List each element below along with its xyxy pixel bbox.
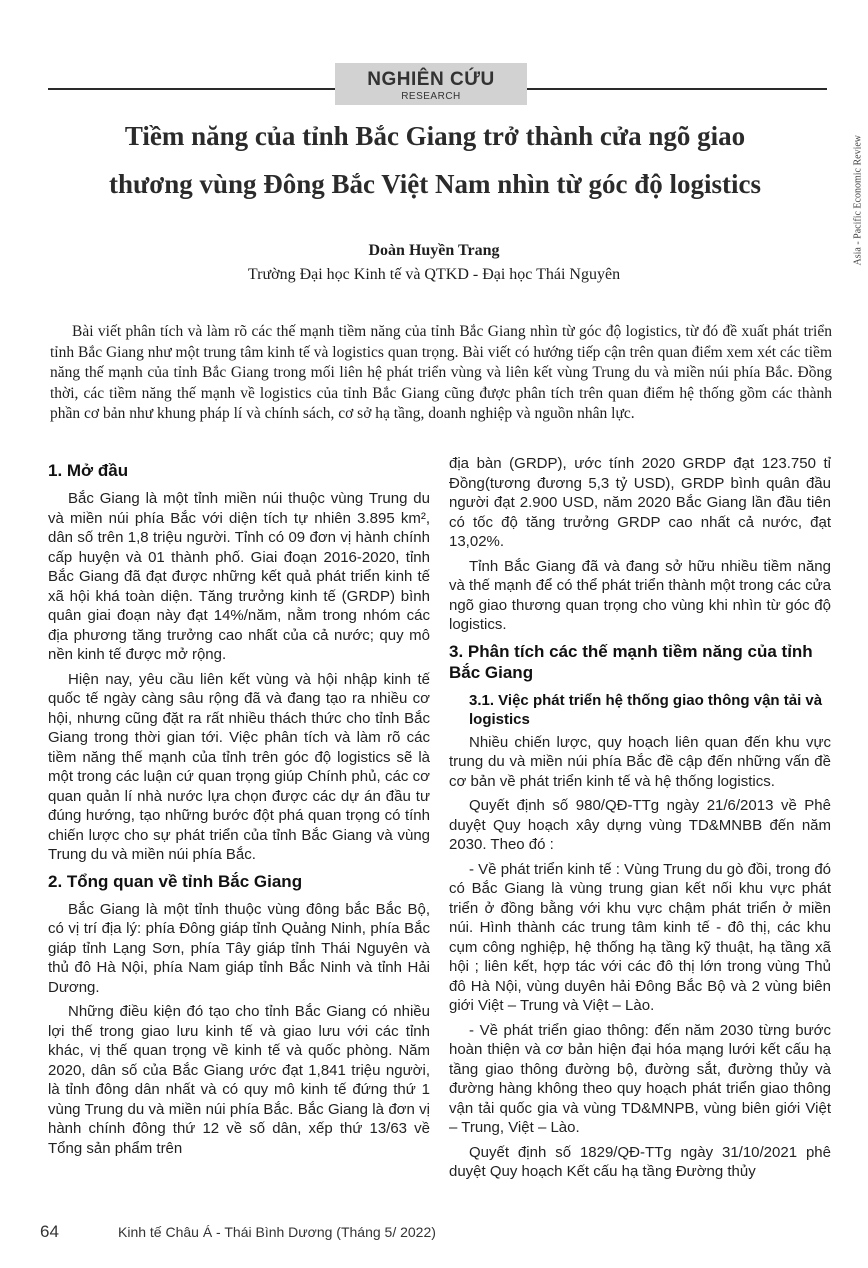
- paragraph: Quyết định số 1829/QĐ-TTg ngày 31/10/2021 phê duyệt Quy hoạch Kết cấu hạ tầng Đường thủy: [449, 1143, 831, 1180]
- title-line-1: Tiềm năng của tỉnh Bắc Giang trở thành cửa ngõ giao: [124, 121, 746, 151]
- paragraph: - Về phát triển giao thông: đến năm 2030 từng bước hoàn thiện và cơ bản hiện đại hóa mạng lưới kết cấu hạ tầng giao thông đường bộ, đường sắt, đường thủy và đường hàng không theo quy hoạch phát triển giao thông vận tải quốc gia và vùng TD&MNPB, vùng biên giới Việt – Trung, Việt – Lào.: [449, 1021, 831, 1136]
- paragraph: Tỉnh Bắc Giang đã và đang sở hữu nhiều tiềm năng và thế mạnh để có thể phát triển thành một trong các cửa ngõ giao thương quan trọng cho vùng khi nhìn từ góc độ logistics.: [449, 557, 831, 633]
- page-number: 64: [40, 1222, 59, 1241]
- journal-side-text: Asia - Pacific Economic Review: [852, 134, 864, 266]
- header-rule-left: [48, 88, 335, 90]
- paragraph: Những điều kiện đó tạo cho tỉnh Bắc Giang có nhiều lợi thế trong giao lưu kinh tế và giao lưu với các tỉnh khác, vị thế quan trọng về kinh tế và quốc phòng. Năm 2020, dân số của Bắc Giang ước đạt 1,841 triệu người, là tỉnh đông dân nhất và có quy mô kinh tế đứng thứ 1 vùng Trung du và miền núi phía Bắc. Bắc Giang là đơn vị hành chính đông thứ 12 về số dân, xếp thứ 13/63 về Tổng sản phẩm trên: [48, 1003, 430, 1157]
- header-rule-right: [527, 88, 827, 90]
- paragraph: Bắc Giang là một tỉnh thuộc vùng đông bắc Bắc Bộ, có vị trí địa lý: phía Đông giáp tỉnh Quảng Ninh, phía Bắc giáp tỉnh Lạng Sơn, phía Tây giáp tỉnh Thái Nguyên và thủ đô Hà Nội, phía Nam giáp tỉnh Bắc Ninh và tỉnh Hải Dương.: [48, 900, 430, 996]
- section-heading-3: 3. Phân tích các thế mạnh tiềm năng của tỉnh Bắc Giang: [449, 641, 813, 682]
- right-column: [449, 454, 831, 1187]
- section-label-en: RESEARCH: [401, 91, 461, 102]
- article-title: [40, 112, 830, 208]
- journal-name: Kinh tế Châu Á - Thái Bình Dương (Tháng 5/ 2022): [118, 1224, 436, 1240]
- section-label: NGHIÊN CỨU: [367, 69, 495, 90]
- paragraph: Bắc Giang là một tỉnh miền núi thuộc vùng Trung du và miền núi phía Bắc với diện tích tự nhiên 3.895 km², dân số trên 1,8 triệu người. Tỉnh có 09 đơn vị hành chính cấp huyện và 01 thành phố. Giai đoạn 2016-2020, tỉnh Bắc Giang đã đạt được những kết quả phát triển kinh tế xã hội khá toàn diện. Tăng trưởng kinh tế (GRDP) bình quân giai đoạn này đạt 14%/năm, nằm trong nhóm các địa phương tăng trưởng cao nhất của cả nước; quy mô nền kinh tế được mở rộng.: [48, 490, 430, 663]
- paragraph: Hiện nay, yêu cầu liên kết vùng và hội nhập kinh tế quốc tế ngày càng sâu rộng đã và đang tạo ra nhiều cơ hội, nhưng cũng đặt ra rất nhiều thách thức cho tỉnh Bắc Giang trong thời gian tới. Việc phân tích và làm rõ các tiềm năng thế mạnh của tỉnh trên góc độ logistics sẽ là một trong các luận cứ quan trọng giúp Chính phủ, các cơ quan quản lí nhà nước lựa chọn được các dự án đầu tư đúng hướng, tạo những bước đột phá quan trọng có tính chiến lược cho sự phát triển của tỉnh Bắc Giang và vùng Trung du và miền núi phía Bắc.: [48, 670, 430, 863]
- title-line-2: thương vùng Đông Bắc Việt Nam nhìn từ góc độ logistics: [109, 169, 761, 199]
- section-label-box: [335, 63, 527, 105]
- paragraph: địa bàn (GRDP), ước tính 2020 GRDP đạt 123.750 tỉ Đồng(tương đương 5,3 tỷ USD), GRDP bình quân đầu người đạt 2.900 USD, năm 2020 Bắc Giang lần đầu tiên có tốc độ tăng trưởng GRDP cao nhất cả nước, đạt 13,02%.: [449, 455, 831, 550]
- author-name: Doàn Huyền Trang: [368, 242, 500, 259]
- paragraph: - Về phát triển kinh tế : Vùng Trung du gò đồi, trong đó có Bắc Giang là vùng trung gian kết nối khu vực phát triển ở đồng bằng với khu vực chậm phát triển ở miền núi. Hình thành các trung tâm kinh tế - đô thị, các khu cụm công nghiệp, hệ thống hạ tầng kỹ thuật, hạ tầng xã hội ; liên kết, hợp tác với các đô thị lớn trong vùng Thủ đô Hà Nội, vùng duyên hải Đông Bắc Bộ và 2 vùng biên giới Việt – Trung và Việt – Lào.: [449, 860, 831, 1014]
- page-footer: [40, 1222, 830, 1242]
- abstract: Bài viết phân tích và làm rõ các thế mạnh tiềm năng của tỉnh Bắc Giang nhìn từ góc độ logistics, từ đó đề xuất phát triển tỉnh Bắc Giang như một trung tâm kinh tế và logistics quan trọng. Bài viết có hướng tiếp cận trên quan điểm xem xét các tiềm năng thế mạnh của tỉnh Bắc Giang trong mối liên hệ phát triển vùng và liên kết vùng Trung du và miền núi phía Bắc. Đồng thời, các tiềm năng thế mạnh về logistics của tỉnh Bắc Giang cũng được phân tích trên quan điểm hệ thống gồm các thành phần cơ bản như khung pháp lí và chính sách, cơ sở hạ tầng, doanh nghiệp và nguồn nhân lực.: [50, 323, 832, 422]
- subsection-heading-3-1: 3.1. Việc phát triển hệ thống giao thông vận tải và logistics: [469, 691, 823, 728]
- paragraph: Quyết định số 980/QĐ-TTg ngày 21/6/2013 về Phê duyệt Quy hoạch xây dựng vùng TD&MNBB đến năm 2030. Theo đó :: [449, 797, 831, 853]
- section-heading-1: 1. Mở đầu: [48, 461, 129, 480]
- left-column: [48, 454, 430, 1163]
- paragraph: Nhiều chiến lược, quy hoạch liên quan đến khu vực trung du và miền núi phía Bắc đề cập đến những vấn đề cơ bản về phát triển kinh tế và hệ thống logistics.: [449, 733, 831, 790]
- author-affiliation: Trường Đại học Kinh tế và QTKD - Đại học Thái Nguyên: [247, 266, 621, 283]
- section-heading-2: 2. Tổng quan về tỉnh Bắc Giang: [48, 871, 303, 891]
